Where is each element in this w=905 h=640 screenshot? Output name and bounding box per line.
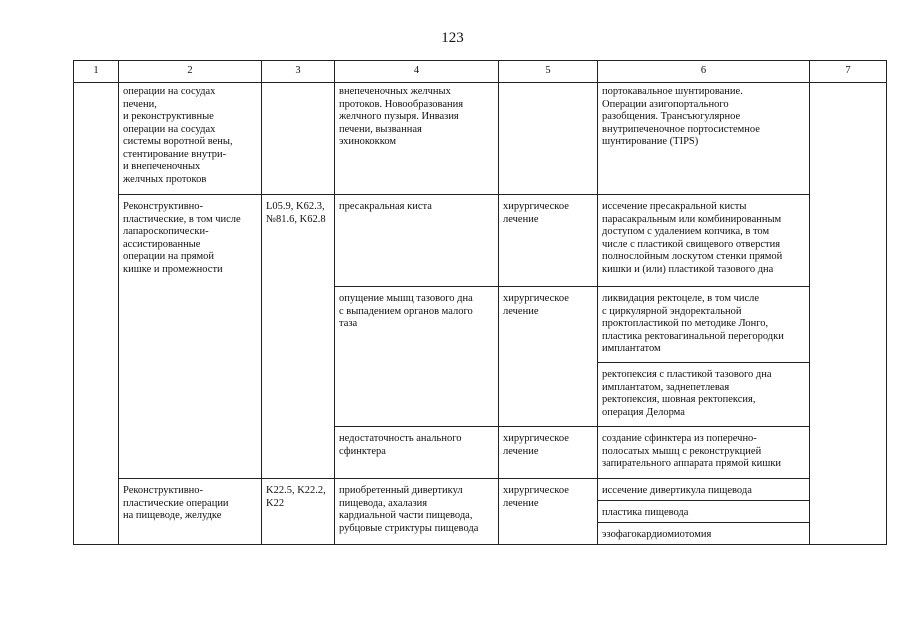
diagnosis-cell: приобретенный дивертикул пищевода, ахалазия кардиальной части пищевода, рубцовые стриктуры пищевода bbox=[335, 479, 499, 545]
diagnosis-cell: внепеченочных желчных протоков. Новообразования желчного пузыря. Инвазия печени, вызванная эхинококком bbox=[335, 83, 499, 195]
procedure-group-cell: Реконструктивно- пластические операции на пищеводе, желудке bbox=[119, 479, 262, 545]
procedure-group-cell: Реконструктивно- пластические, в том числе лапароскопически- ассистированные операции на прямой кишке и промежности bbox=[119, 195, 262, 479]
header-cell: 4 bbox=[335, 61, 499, 83]
table-row bbox=[74, 83, 887, 195]
treatment-type-cell: хирургическое лечение bbox=[499, 287, 598, 427]
method-cell: иссечение пресакральной кисты парасакральным или комбинированным доступом с удалением копчика, в том числе с пластикой свищевого отверстия полнослойным лоскутом стенки прямой кишки и (или) пластикой тазового дна bbox=[598, 195, 810, 287]
treatment-type-cell bbox=[499, 83, 598, 195]
method-cell: пластика пищевода bbox=[598, 501, 810, 523]
method-cell: ликвидация ректоцеле, в том числе с циркулярной эндоректальной проктопластикой по методике Лонго, пластика ректовагинальной перегородки имплантатом bbox=[598, 287, 810, 363]
procedure-group-cell: операции на сосудах печени, и реконструктивные операции на сосудах системы воротной вены, стентирование внутри- и внепеченочных желчных протоков bbox=[119, 83, 262, 195]
method-cell: эзофагокардиомиотомия bbox=[598, 523, 810, 545]
method-cell: создание сфинктера из поперечно- полосатых мышц с реконструкцией запирательного аппарата прямой кишки bbox=[598, 427, 810, 479]
page-number: 123 bbox=[441, 30, 464, 46]
icd-codes-cell bbox=[262, 83, 335, 195]
table-row bbox=[74, 195, 887, 287]
icd-codes-cell: K22.5, K22.2, K22 bbox=[262, 479, 335, 545]
method-cell: ректопексия с пластикой тазового дна имплантатом, заднепетлевая ректопексия, шовная ректопексия, операция Делорма bbox=[598, 363, 810, 427]
table-row bbox=[74, 479, 887, 501]
table-header-row bbox=[74, 61, 887, 83]
col7-cell bbox=[810, 83, 887, 545]
treatment-type-cell: хирургическое лечение bbox=[499, 479, 598, 545]
method-cell: иссечение дивертикула пищевода bbox=[598, 479, 810, 501]
treatment-type-cell: хирургическое лечение bbox=[499, 195, 598, 287]
header-cell: 6 bbox=[598, 61, 810, 83]
diagnosis-cell: пресакральная киста bbox=[335, 195, 499, 287]
treatment-type-cell: хирургическое лечение bbox=[499, 427, 598, 479]
col1-cell bbox=[74, 83, 119, 545]
header-cell: 3 bbox=[262, 61, 335, 83]
icd-codes-cell: L05.9, K62.3, №81.6, K62.8 bbox=[262, 195, 335, 479]
procedures-table bbox=[73, 60, 887, 545]
header-cell: 7 bbox=[810, 61, 887, 83]
diagnosis-cell: недостаточность анального сфинктера bbox=[335, 427, 499, 479]
header-cell: 1 bbox=[74, 61, 119, 83]
header-cell: 5 bbox=[499, 61, 598, 83]
header-cell: 2 bbox=[119, 61, 262, 83]
method-cell: портокавальное шунтирование. Операции азигопортального разобщения. Трансъюгулярное внутрипеченочное портосистемное шунтирование (TIPS) bbox=[598, 83, 810, 195]
diagnosis-cell: опущение мышц тазового дна с выпадением органов малого таза bbox=[335, 287, 499, 427]
